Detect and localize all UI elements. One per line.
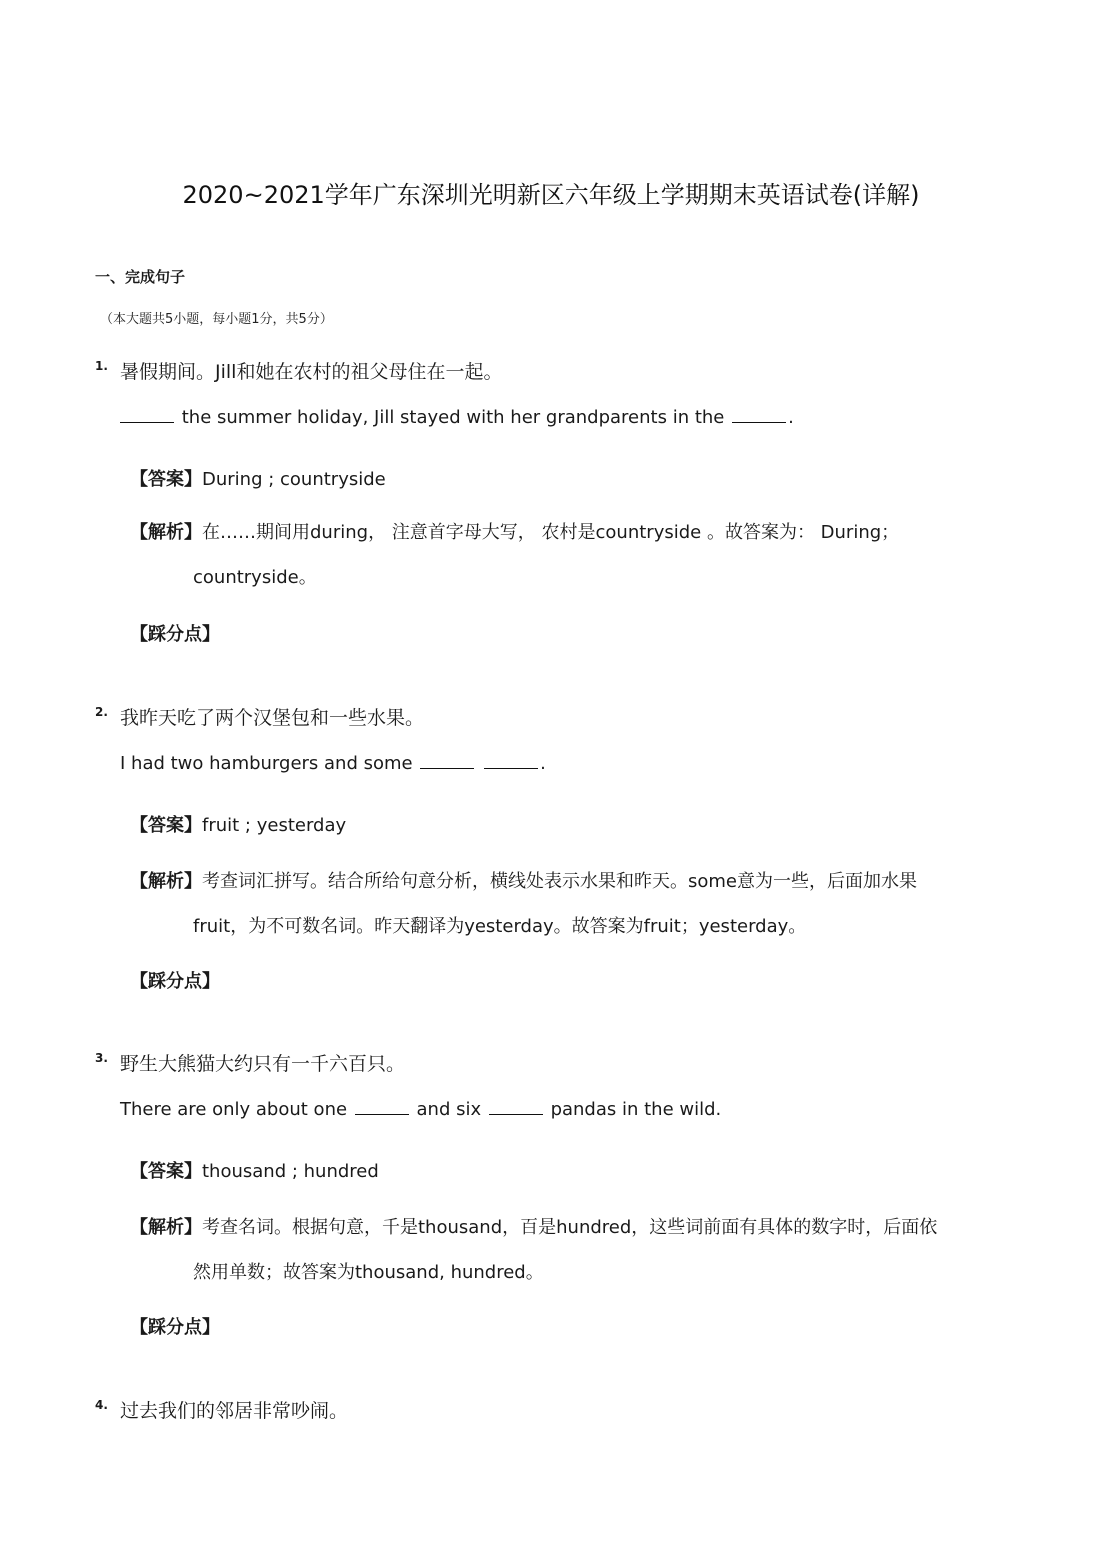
analysis-line-2: countryside。 bbox=[193, 567, 317, 588]
analysis-line-2: fruit，为不可数名词。昨天翻译为yesterday。故答案为fruit；yesterday。 bbox=[193, 916, 807, 937]
analysis-label: 【解析】 bbox=[130, 1217, 202, 1238]
points-label: 【踩分点】 bbox=[130, 1317, 220, 1338]
blank-2 bbox=[489, 1096, 543, 1115]
question-number: 1. bbox=[95, 359, 108, 373]
analysis-block bbox=[130, 859, 1000, 949]
question-english bbox=[120, 1096, 721, 1124]
analysis-line-1: 在……期间用during， 注意首字母大写， 农村是countryside 。故答案为： During； bbox=[202, 522, 900, 543]
sentence-part: and six bbox=[410, 1099, 487, 1120]
answer-label: 【答案】 bbox=[130, 1161, 202, 1182]
analysis-label: 【解析】 bbox=[130, 522, 202, 543]
answer-row bbox=[130, 812, 346, 840]
section-note: （本大题共5小题，每小题1分，共5分） bbox=[100, 312, 333, 327]
answer-text: thousand ; hundred bbox=[202, 1161, 379, 1182]
analysis-label: 【解析】 bbox=[130, 871, 202, 892]
question-number: 4. bbox=[95, 1398, 108, 1412]
analysis-line-2: 然用单数；故答案为thousand, hundred。 bbox=[193, 1262, 544, 1283]
sentence-part: . bbox=[540, 753, 546, 774]
sentence-part: the summer holiday, Jill stayed with her grandparents in the bbox=[176, 407, 731, 428]
answer-text: fruit ; yesterday bbox=[202, 815, 347, 836]
question-english bbox=[120, 750, 546, 778]
sentence-part: There are only about one bbox=[120, 1099, 353, 1120]
answer-text: During ; countryside bbox=[202, 469, 386, 490]
sentence-part bbox=[476, 753, 482, 774]
analysis-block bbox=[130, 510, 1000, 600]
question-number: 3. bbox=[95, 1051, 108, 1065]
blank-1 bbox=[120, 404, 174, 423]
question-english bbox=[120, 404, 794, 432]
points-label: 【踩分点】 bbox=[130, 971, 220, 992]
section-title: 一、完成句子 bbox=[95, 268, 186, 286]
question-number: 2. bbox=[95, 705, 108, 719]
page-title: 2020~2021学年广东深圳光明新区六年级上学期期末英语试卷(详解) bbox=[182, 181, 920, 209]
points-row bbox=[130, 621, 220, 649]
blank-1 bbox=[355, 1096, 409, 1115]
analysis-line-1: 考查词汇拼写。结合所给句意分析，横线处表示水果和昨天。some意为一些，后面加水果 bbox=[202, 871, 917, 892]
answer-row bbox=[130, 466, 386, 494]
points-label: 【踩分点】 bbox=[130, 624, 220, 645]
question-chinese: 暑假期间。Jill和她在农村的祖父母住在一起。 bbox=[120, 361, 503, 383]
analysis-block bbox=[130, 1205, 1000, 1295]
blank-2 bbox=[484, 750, 538, 769]
points-row bbox=[130, 968, 220, 996]
answer-label: 【答案】 bbox=[130, 815, 202, 836]
blank-1 bbox=[420, 750, 474, 769]
question-chinese: 野生大熊猫大约只有一千六百只。 bbox=[120, 1053, 406, 1075]
question-chinese: 我昨天吃了两个汉堡包和一些水果。 bbox=[120, 707, 425, 729]
answer-label: 【答案】 bbox=[130, 469, 202, 490]
sentence-part: . bbox=[788, 407, 794, 428]
sentence-part: I had two hamburgers and some bbox=[120, 753, 419, 774]
analysis-line-1: 考查名词。根据句意，千是thousand，百是hundred，这些词前面有具体的数字时，后面依 bbox=[202, 1217, 938, 1238]
points-row bbox=[130, 1314, 220, 1342]
blank-2 bbox=[732, 404, 786, 423]
sentence-part: pandas in the wild. bbox=[544, 1099, 722, 1120]
answer-row bbox=[130, 1158, 379, 1186]
question-chinese: 过去我们的邻居非常吵闹。 bbox=[120, 1400, 349, 1422]
